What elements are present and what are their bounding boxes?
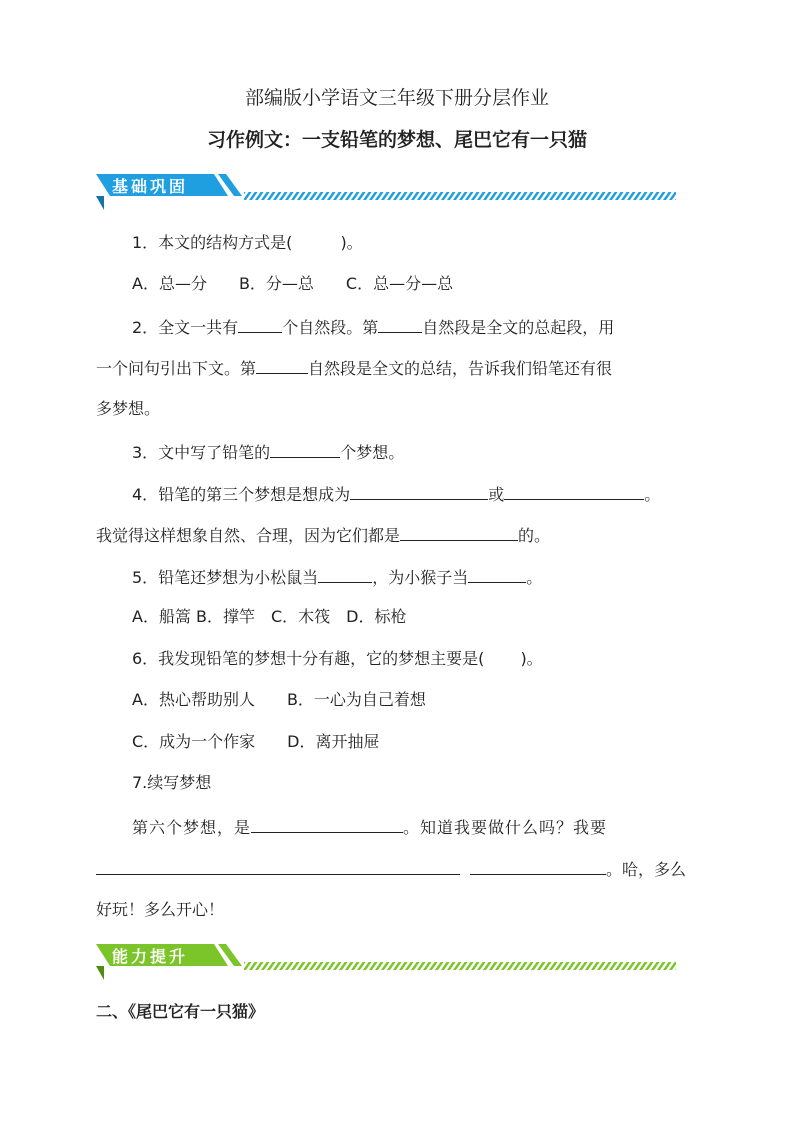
question-7-line-1 (132, 815, 794, 839)
question-7-line-2 (96, 857, 794, 881)
q4-blank-3[interactable] (400, 523, 518, 541)
q7-blank-2[interactable] (96, 857, 460, 875)
q7-text-c: 。哈，多么 (606, 860, 687, 879)
section-banner-advanced (96, 940, 678, 982)
q1-stem-a: 1．本文的结构方式是( (132, 233, 293, 252)
section-label-basic: 基础巩固 (112, 177, 189, 196)
question-5 (132, 565, 794, 589)
q3-blank[interactable] (270, 440, 340, 458)
q5-text-a: 5．铅笔还梦想为小松鼠当 (132, 568, 319, 587)
section-banner-basic (96, 170, 678, 212)
q1-stem-b: )。 (340, 233, 363, 252)
q3-text-a: 3．文中写了铅笔的 (132, 443, 271, 462)
q4-blank-2[interactable] (504, 482, 644, 500)
q4-text-b: 或 (488, 485, 505, 504)
question-2 (132, 315, 794, 339)
q7-blank-1[interactable] (251, 815, 403, 833)
q4-text-e: 的。 (518, 526, 551, 545)
question-2-line-2 (96, 356, 794, 380)
q2-blank-1[interactable] (238, 315, 282, 333)
q5-options: A．船篙 B．撑竿 C．木筏 D．标枪 (132, 607, 407, 626)
q2-text-e: 自然段是全文的总结，告诉我们铅笔还有很 (308, 359, 613, 378)
section-label-advanced: 能力提升 (112, 947, 189, 966)
q3-text-b: 个梦想。 (340, 443, 405, 462)
q7-text-a: 第六个梦想，是 (132, 818, 252, 837)
question-7-line-3: 好玩！多么开心！ (96, 900, 225, 919)
q2-blank-3[interactable] (256, 356, 308, 374)
question-6 (132, 648, 794, 670)
question-3 (132, 440, 794, 464)
q2-text-a: 2．全文一共有 (132, 318, 239, 337)
q2-text-d: 一个问句引出下文。第 (96, 359, 257, 378)
q2-blank-2[interactable] (378, 315, 422, 333)
part-2-heading: 二、《尾巴它有一只猫》 (96, 1002, 265, 1021)
q4-text-c: 。 (644, 485, 661, 504)
q2-text-c: 自然段是全文的总起段，用 (422, 318, 615, 337)
q1-options: A．总—分 B．分—总 C．总—分—总 (132, 274, 454, 293)
q5-text-c: 。 (526, 568, 543, 587)
q7-blank-3[interactable] (470, 857, 606, 875)
q5-blank-2[interactable] (468, 565, 526, 583)
q6-options-2: C．成为一个作家 D．离开抽屉 (132, 732, 380, 751)
q6-text-b: )。 (520, 649, 543, 668)
document-title: 部编版小学语文三年级下册分层作业 (244, 87, 549, 109)
q4-text-a: 4．铅笔的第三个梦想是想成为 (132, 485, 351, 504)
question-4 (132, 482, 794, 506)
q6-text-a: 6．我发现铅笔的梦想十分有趣，它的梦想主要是( (132, 649, 485, 668)
question-7-title: 7.续写梦想 (132, 773, 212, 792)
question-1 (132, 232, 794, 254)
q6-options-1: A．热心帮助别人 B．一心为自己着想 (132, 690, 426, 709)
question-2-line-3: 多梦想。 (96, 399, 161, 418)
q4-blank-1[interactable] (350, 482, 488, 500)
q5-blank-1[interactable] (318, 565, 372, 583)
question-4-line-2 (96, 523, 794, 547)
q4-text-d: 我觉得这样想象自然、合理，因为它们都是 (96, 526, 401, 545)
q5-text-b: ，为小猴子当 (372, 568, 469, 587)
q2-text-b: 个自然段。第 (282, 318, 379, 337)
q7-text-b: 。知道我要做什么吗？我要 (403, 818, 608, 837)
document-subtitle: 习作例文：一支铅笔的梦想、尾巴它有一只猫 (206, 129, 587, 151)
